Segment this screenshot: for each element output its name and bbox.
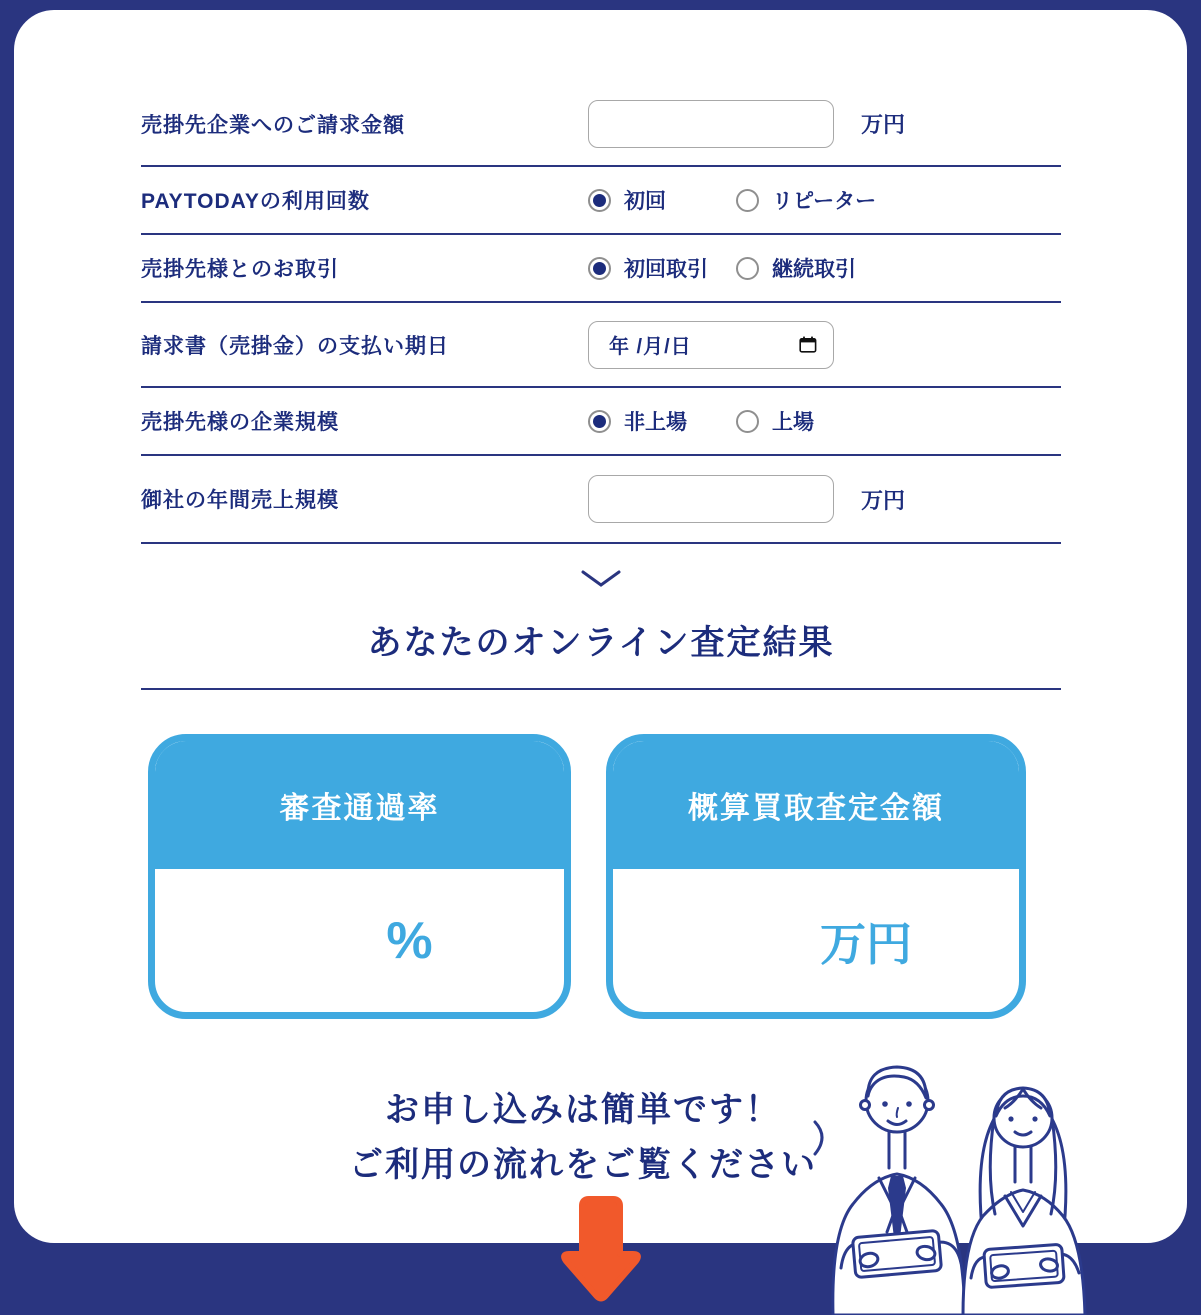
down-arrow-icon	[558, 1194, 644, 1306]
form-row-client-transaction	[141, 235, 1061, 303]
invoice-amount-label: 売掛先企業へのご請求金額	[141, 113, 405, 137]
radio-option-repeater[interactable]	[736, 185, 876, 215]
approval-rate-card-header: 審査通過率	[155, 741, 564, 869]
approval-rate-card	[148, 734, 571, 1019]
company-size-label: 売掛先様の企業規模	[141, 411, 339, 434]
annual-sales-input[interactable]	[588, 475, 834, 523]
radio-option-unlisted[interactable]	[588, 406, 736, 436]
radio-option-continuing-transaction[interactable]	[736, 253, 856, 283]
radio-option-label: リピーター	[772, 190, 877, 213]
radio-option-first-transaction[interactable]	[588, 253, 736, 283]
form-row-payment-due-date	[141, 303, 1061, 388]
invoice-amount-input[interactable]	[588, 100, 834, 148]
business-people-illustration	[805, 1056, 1135, 1315]
radio-icon[interactable]	[736, 410, 759, 433]
radio-option-listed[interactable]	[736, 406, 814, 436]
form-row-invoice-amount	[141, 82, 1061, 167]
invoice-amount-unit: 万円	[861, 112, 906, 137]
approval-rate-unit: %	[386, 911, 433, 970]
radio-option-label: 非上場	[624, 411, 687, 434]
cta-line2: ご利用の流れをご覧ください	[349, 1146, 817, 1184]
radio-icon[interactable]	[588, 257, 611, 280]
estimated-amount-unit: 万円	[820, 917, 912, 970]
result-title: あなたのオンライン査定結果	[367, 624, 835, 662]
radio-icon[interactable]	[588, 410, 611, 433]
chevron-down-icon	[581, 570, 621, 588]
cta-line1: お申し込みは簡単です！	[385, 1091, 781, 1129]
estimated-amount-card-header: 概算買取査定金額	[613, 741, 1019, 869]
calendar-icon[interactable]	[799, 336, 817, 353]
date-placeholder-text: 年 /月/日	[609, 336, 692, 358]
form-content	[141, 0, 1061, 1193]
radio-option-first-time[interactable]	[588, 185, 736, 215]
radio-option-label: 継続取引	[772, 258, 856, 281]
radio-option-label: 上場	[772, 411, 814, 434]
result-cards	[148, 734, 1061, 1019]
annual-sales-label: 御社の年間売上規模	[141, 489, 339, 512]
radio-option-label: 初回取引	[624, 258, 708, 281]
form-row-company-size	[141, 388, 1061, 456]
client-transaction-label: 売掛先様とのお取引	[141, 258, 339, 281]
annual-sales-unit: 万円	[861, 487, 906, 513]
estimated-amount-card	[606, 734, 1026, 1019]
radio-option-label: 初回	[624, 190, 666, 213]
form-row-annual-sales	[141, 456, 1061, 544]
usage-count-label: PAYTODAYの利用回数	[141, 190, 370, 213]
radio-icon[interactable]	[736, 257, 759, 280]
payment-due-date-label: 請求書（売掛金）の支払い期日	[141, 334, 449, 358]
radio-icon[interactable]	[588, 189, 611, 212]
radio-icon[interactable]	[736, 189, 759, 212]
result-header	[141, 570, 1061, 690]
payment-due-date-input[interactable]	[588, 321, 834, 369]
form-row-usage-count	[141, 167, 1061, 235]
